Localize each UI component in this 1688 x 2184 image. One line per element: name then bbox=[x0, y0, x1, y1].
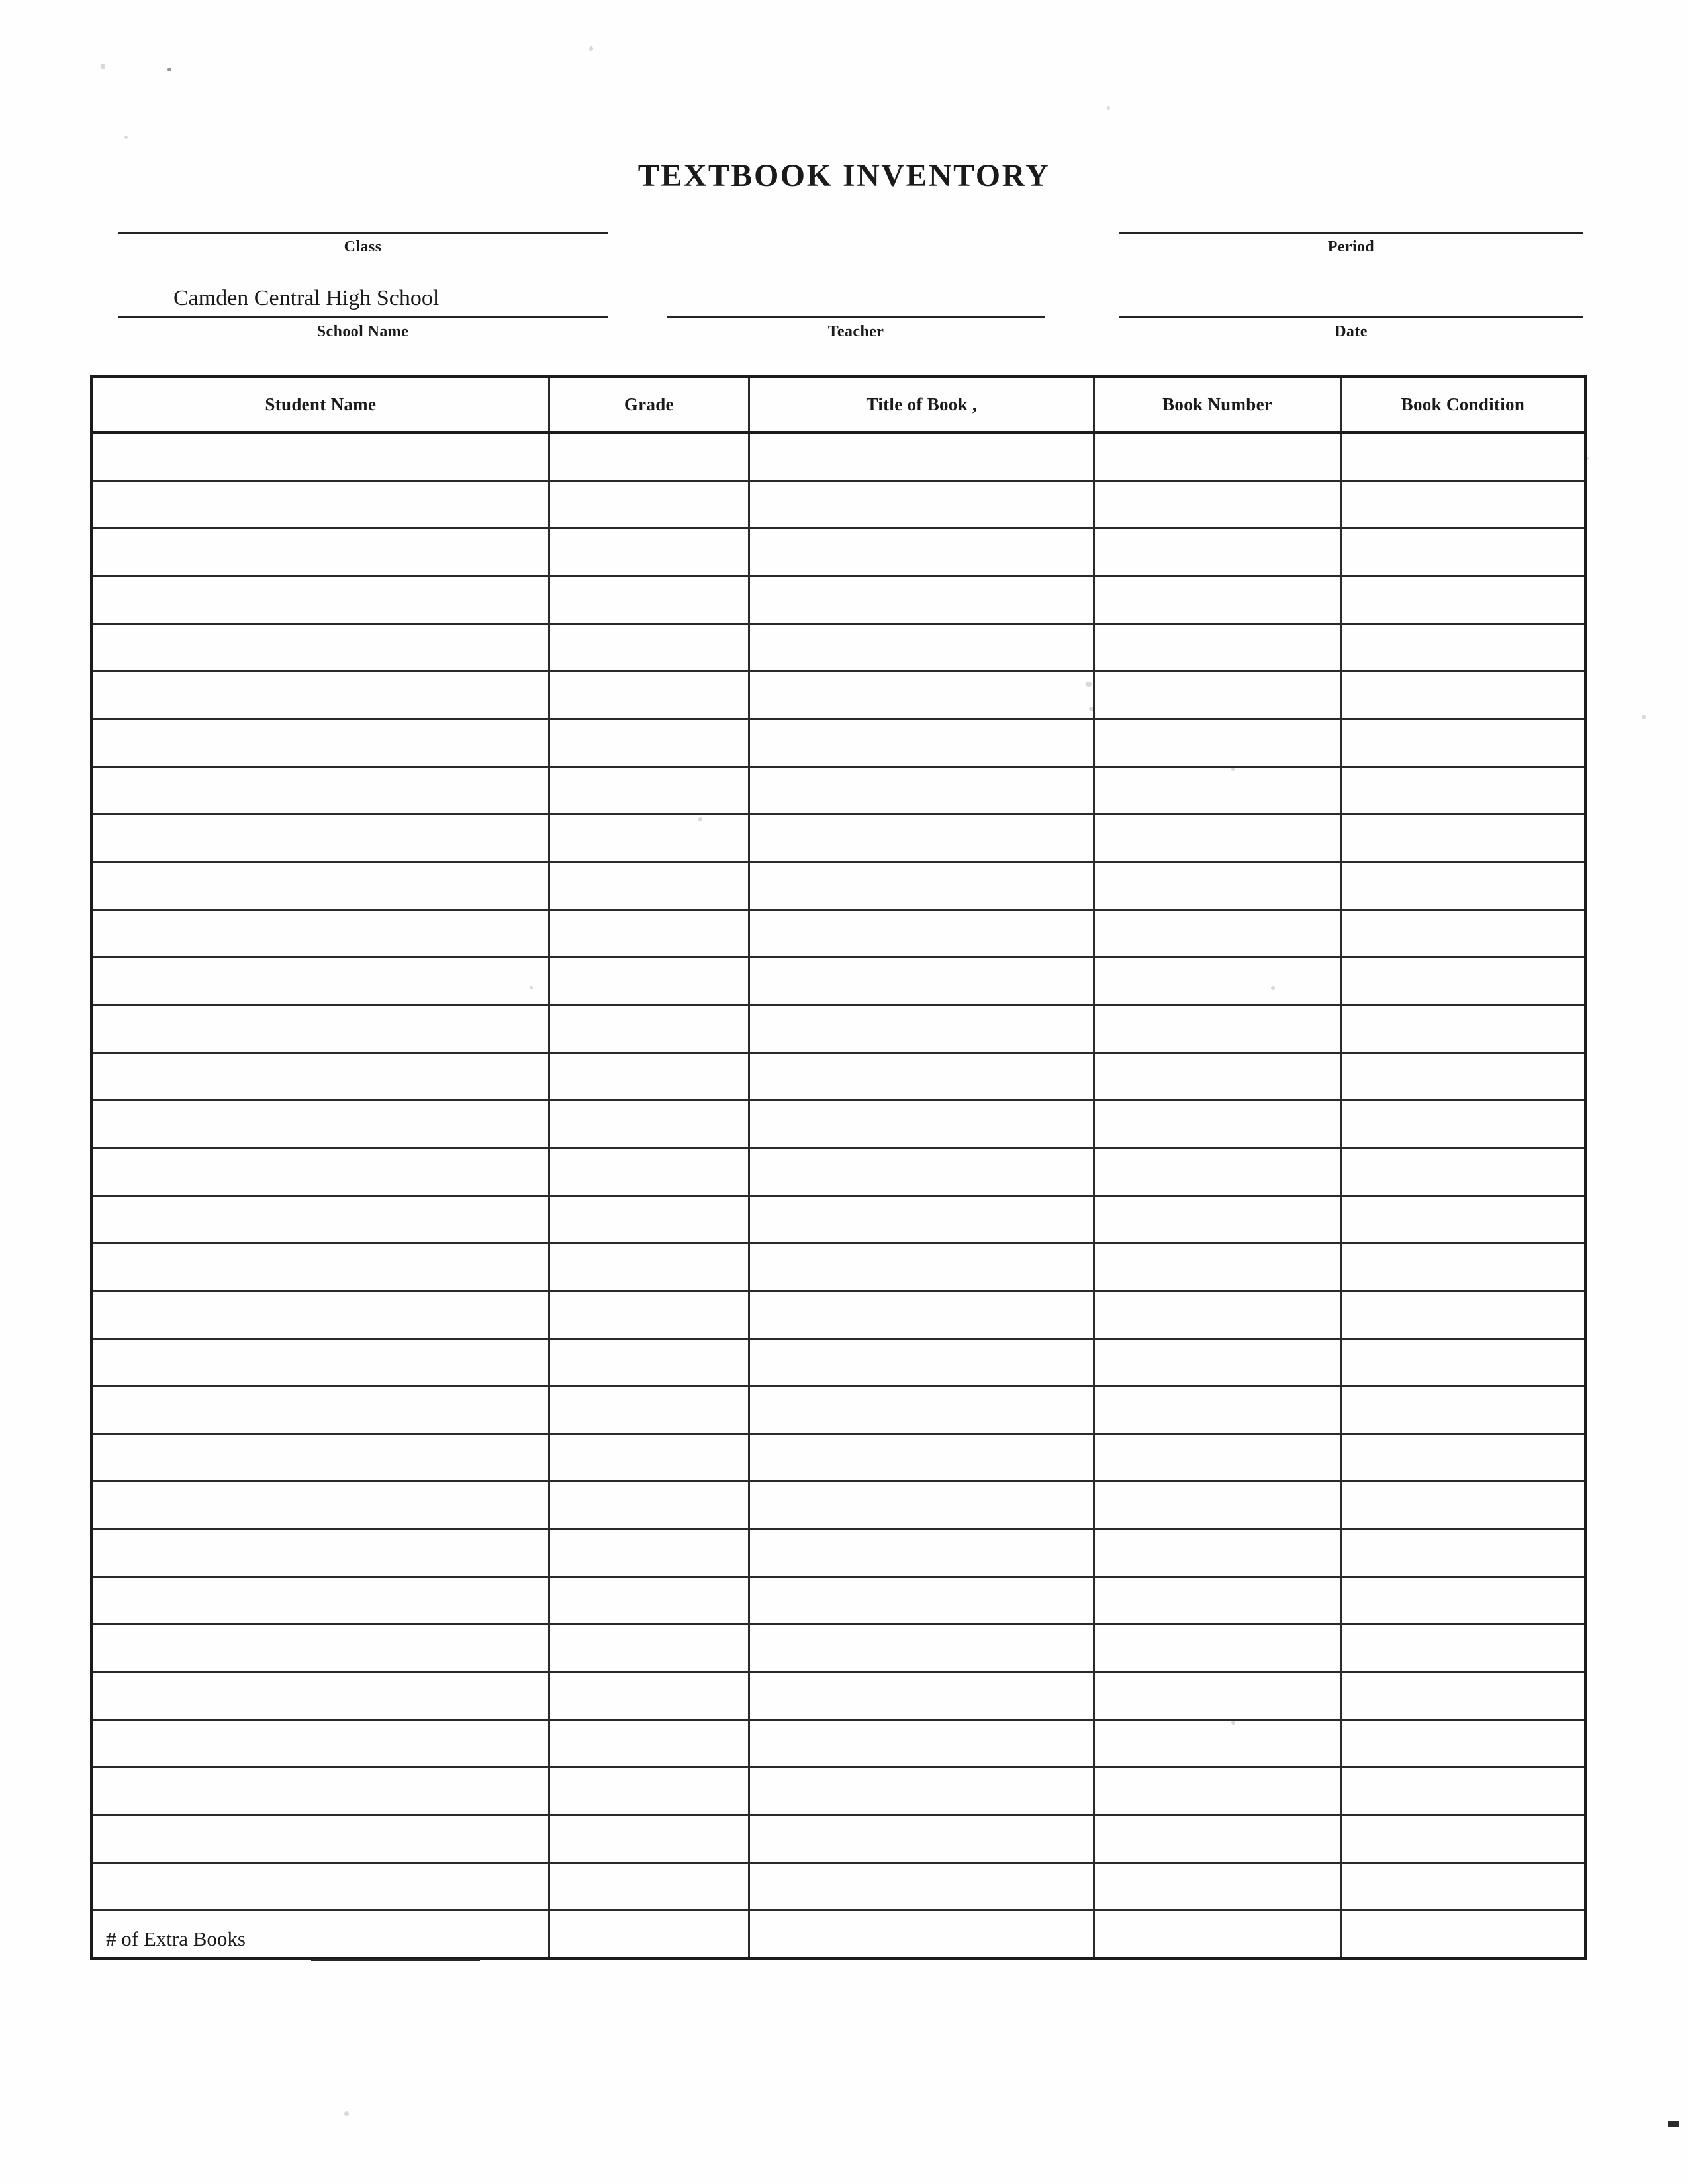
table-cell[interactable] bbox=[749, 1434, 1094, 1482]
table-cell[interactable] bbox=[1340, 1196, 1585, 1244]
table-cell[interactable] bbox=[1094, 1863, 1340, 1911]
page-title: TEXTBOOK INVENTORY bbox=[637, 158, 1051, 193]
table-cell[interactable] bbox=[749, 1291, 1094, 1339]
table-cell[interactable] bbox=[749, 1244, 1094, 1291]
table-row bbox=[92, 1672, 1586, 1720]
table-cell[interactable] bbox=[92, 719, 549, 767]
class-caption: Class bbox=[344, 238, 382, 255]
table-cell[interactable] bbox=[1340, 767, 1585, 815]
table-cell[interactable] bbox=[92, 815, 549, 862]
table-cell[interactable] bbox=[92, 1577, 549, 1625]
table-cell[interactable] bbox=[92, 1291, 549, 1339]
table-cell[interactable] bbox=[749, 624, 1094, 672]
table-cell[interactable] bbox=[1340, 958, 1585, 1005]
table-cell[interactable] bbox=[549, 958, 749, 1005]
table-cell[interactable] bbox=[1094, 1339, 1340, 1387]
table-cell[interactable] bbox=[749, 1101, 1094, 1148]
extra-books-rule bbox=[311, 1959, 480, 1961]
table-cell[interactable] bbox=[1094, 1815, 1340, 1863]
table-cell[interactable] bbox=[92, 1434, 549, 1482]
table-cell[interactable] bbox=[1340, 1911, 1585, 1959]
table-cell[interactable] bbox=[92, 1148, 549, 1196]
table-cell[interactable] bbox=[92, 529, 549, 576]
table-cell[interactable] bbox=[1340, 719, 1585, 767]
table-cell[interactable] bbox=[1340, 1291, 1585, 1339]
table-row bbox=[92, 1720, 1586, 1768]
table-cell[interactable] bbox=[1094, 1244, 1340, 1291]
table-cell[interactable] bbox=[749, 1768, 1094, 1815]
table-row bbox=[92, 1863, 1586, 1911]
table-cell[interactable] bbox=[92, 672, 549, 719]
table-cell[interactable] bbox=[1094, 1482, 1340, 1529]
table-row bbox=[92, 910, 1586, 958]
table-cell[interactable] bbox=[749, 862, 1094, 910]
table-row bbox=[92, 1482, 1586, 1529]
table-row bbox=[92, 672, 1586, 719]
table-cell[interactable] bbox=[1094, 1625, 1340, 1672]
table-cell[interactable] bbox=[1340, 1148, 1585, 1196]
table-cell[interactable] bbox=[1094, 1577, 1340, 1625]
scan-speck bbox=[124, 136, 128, 139]
table-cell[interactable] bbox=[549, 576, 749, 624]
table-cell[interactable] bbox=[1094, 672, 1340, 719]
table-row bbox=[92, 481, 1586, 529]
table-cell[interactable] bbox=[92, 576, 549, 624]
teacher-caption: Teacher bbox=[827, 323, 884, 340]
table-cell[interactable] bbox=[1340, 1863, 1585, 1911]
scan-speck bbox=[1107, 106, 1110, 110]
school-name-caption: School Name bbox=[316, 323, 409, 340]
table-cell[interactable] bbox=[749, 1482, 1094, 1529]
table-cell[interactable] bbox=[92, 1101, 549, 1148]
table-cell[interactable] bbox=[549, 1196, 749, 1244]
table-row bbox=[92, 1387, 1586, 1434]
table-cell[interactable] bbox=[92, 1053, 549, 1101]
table-cell[interactable] bbox=[92, 1529, 549, 1577]
table-cell[interactable] bbox=[749, 1005, 1094, 1053]
table-cell[interactable] bbox=[749, 1625, 1094, 1672]
table-cell[interactable] bbox=[549, 1720, 749, 1768]
table-cell[interactable] bbox=[1340, 815, 1585, 862]
column-header-0: Student Name bbox=[92, 377, 549, 433]
table-cell[interactable] bbox=[92, 481, 549, 529]
table-cell[interactable] bbox=[549, 1244, 749, 1291]
table-header-row bbox=[92, 377, 1586, 433]
date-rule bbox=[1119, 316, 1583, 318]
table-cell[interactable] bbox=[1094, 1148, 1340, 1196]
table-cell[interactable] bbox=[1094, 529, 1340, 576]
table-cell[interactable] bbox=[1340, 1434, 1585, 1482]
table-row bbox=[92, 1577, 1586, 1625]
teacher-rule bbox=[667, 316, 1045, 318]
extra-books-label: # of Extra Books bbox=[106, 1927, 246, 1950]
table-cell[interactable] bbox=[1340, 910, 1585, 958]
table-cell[interactable] bbox=[549, 862, 749, 910]
table-cell[interactable] bbox=[549, 672, 749, 719]
table-row bbox=[92, 719, 1586, 767]
table-cell[interactable] bbox=[1094, 1672, 1340, 1720]
table-cell[interactable] bbox=[549, 624, 749, 672]
table-cell[interactable] bbox=[1340, 576, 1585, 624]
table-cell[interactable] bbox=[1340, 1244, 1585, 1291]
table-cell[interactable] bbox=[1094, 1291, 1340, 1339]
column-header-4: Book Condition bbox=[1340, 377, 1585, 433]
date-caption: Date bbox=[1335, 323, 1368, 340]
table-cell[interactable] bbox=[1094, 1434, 1340, 1482]
table-cell[interactable] bbox=[92, 1196, 549, 1244]
table-cell[interactable] bbox=[549, 815, 749, 862]
table-row bbox=[92, 529, 1586, 576]
table-cell[interactable] bbox=[1340, 1482, 1585, 1529]
table-cell[interactable] bbox=[749, 672, 1094, 719]
table-cell[interactable] bbox=[92, 624, 549, 672]
table-cell[interactable] bbox=[749, 767, 1094, 815]
column-header-2: Title of Book , bbox=[749, 377, 1094, 433]
table-cell[interactable] bbox=[1340, 1577, 1585, 1625]
table-cell[interactable] bbox=[1094, 1101, 1340, 1148]
table-cell[interactable] bbox=[1094, 719, 1340, 767]
table-cell[interactable] bbox=[1094, 433, 1340, 481]
period-rule bbox=[1119, 232, 1583, 234]
table-cell[interactable] bbox=[92, 862, 549, 910]
class-rule bbox=[118, 232, 608, 234]
table-cell[interactable] bbox=[1340, 1101, 1585, 1148]
school-name-value[interactable]: Camden Central High School bbox=[173, 286, 440, 310]
table-row bbox=[92, 1148, 1586, 1196]
table-cell[interactable] bbox=[749, 1053, 1094, 1101]
table-cell[interactable] bbox=[549, 1291, 749, 1339]
inventory-table bbox=[90, 375, 1587, 1960]
table-cell[interactable] bbox=[1094, 1911, 1340, 1959]
table-cell[interactable] bbox=[549, 719, 749, 767]
table-cell[interactable] bbox=[749, 958, 1094, 1005]
table-cell[interactable] bbox=[92, 910, 549, 958]
table-row bbox=[92, 815, 1586, 862]
table-cell[interactable] bbox=[1340, 529, 1585, 576]
scan-speck bbox=[1642, 715, 1646, 719]
table-cell[interactable] bbox=[1094, 1529, 1340, 1577]
table-cell[interactable] bbox=[749, 481, 1094, 529]
table-cell[interactable] bbox=[549, 767, 749, 815]
table-cell[interactable] bbox=[549, 1101, 749, 1148]
table-cell[interactable] bbox=[749, 815, 1094, 862]
table-cell[interactable] bbox=[1094, 576, 1340, 624]
table-cell[interactable] bbox=[549, 1815, 749, 1863]
table-cell[interactable] bbox=[749, 1339, 1094, 1387]
table-cell[interactable] bbox=[549, 1577, 749, 1625]
table-cell[interactable] bbox=[749, 1577, 1094, 1625]
table-cell[interactable] bbox=[1340, 1672, 1585, 1720]
column-header-3: Book Number bbox=[1094, 377, 1340, 433]
table-cell[interactable] bbox=[749, 1148, 1094, 1196]
column-header-1: Grade bbox=[549, 377, 749, 433]
table-cell[interactable] bbox=[749, 1911, 1094, 1959]
table-cell[interactable] bbox=[749, 1529, 1094, 1577]
table-cell[interactable] bbox=[549, 1482, 749, 1529]
scan-speck bbox=[101, 64, 105, 69]
table-cell[interactable] bbox=[549, 1529, 749, 1577]
table-cell[interactable] bbox=[749, 1672, 1094, 1720]
table-cell[interactable] bbox=[92, 767, 549, 815]
table-row bbox=[92, 1768, 1586, 1815]
table-cell[interactable] bbox=[92, 1625, 549, 1672]
table-cell[interactable] bbox=[749, 1863, 1094, 1911]
table-cell[interactable] bbox=[1340, 1387, 1585, 1434]
table-cell[interactable] bbox=[749, 719, 1094, 767]
table-row bbox=[92, 1005, 1586, 1053]
table-row bbox=[92, 1911, 1586, 1959]
table-row bbox=[92, 1625, 1586, 1672]
table-row bbox=[92, 576, 1586, 624]
scan-corner-artifact bbox=[1668, 2121, 1679, 2127]
table-cell[interactable] bbox=[549, 1053, 749, 1101]
table-cell[interactable] bbox=[1094, 624, 1340, 672]
table-row bbox=[92, 1196, 1586, 1244]
table-cell[interactable] bbox=[749, 1196, 1094, 1244]
table-cell[interactable] bbox=[549, 1005, 749, 1053]
table-row bbox=[92, 624, 1586, 672]
table-cell[interactable] bbox=[549, 1768, 749, 1815]
table-cell[interactable] bbox=[92, 1815, 549, 1863]
table-cell[interactable] bbox=[1340, 1005, 1585, 1053]
table-cell[interactable] bbox=[1094, 958, 1340, 1005]
scan-speck bbox=[344, 2111, 349, 2116]
table-row bbox=[92, 1434, 1586, 1482]
table-cell[interactable] bbox=[1340, 624, 1585, 672]
table-cell[interactable] bbox=[92, 1005, 549, 1053]
table-cell[interactable] bbox=[92, 1863, 549, 1911]
table-cell[interactable] bbox=[1340, 1720, 1585, 1768]
table-cell[interactable] bbox=[92, 1244, 549, 1291]
table-cell[interactable] bbox=[549, 910, 749, 958]
table-row bbox=[92, 1053, 1586, 1101]
school-name-rule bbox=[118, 316, 608, 318]
table-cell[interactable] bbox=[749, 576, 1094, 624]
table-cell[interactable] bbox=[749, 1720, 1094, 1768]
table-cell[interactable] bbox=[549, 1863, 749, 1911]
table-cell[interactable] bbox=[1340, 1053, 1585, 1101]
table-cell[interactable] bbox=[92, 1387, 549, 1434]
table-cell[interactable] bbox=[749, 1387, 1094, 1434]
scan-speck bbox=[167, 68, 171, 71]
table-cell[interactable] bbox=[1094, 1005, 1340, 1053]
table-cell[interactable] bbox=[1340, 1625, 1585, 1672]
table-cell[interactable] bbox=[92, 1768, 549, 1815]
table-cell[interactable] bbox=[92, 958, 549, 1005]
table-cell[interactable] bbox=[1094, 1053, 1340, 1101]
table-cell[interactable] bbox=[549, 1434, 749, 1482]
table-cell[interactable] bbox=[749, 1815, 1094, 1863]
table-row bbox=[92, 1339, 1586, 1387]
table-cell[interactable] bbox=[1094, 1768, 1340, 1815]
table-row bbox=[92, 1529, 1586, 1577]
table-cell[interactable] bbox=[1094, 481, 1340, 529]
period-caption: Period bbox=[1327, 238, 1375, 255]
table-cell[interactable] bbox=[549, 1911, 749, 1959]
table-cell[interactable] bbox=[1094, 1387, 1340, 1434]
table-row bbox=[92, 958, 1586, 1005]
table-cell[interactable] bbox=[92, 1339, 549, 1387]
table-cell[interactable] bbox=[549, 1625, 749, 1672]
table-cell[interactable] bbox=[1094, 1720, 1340, 1768]
table-cell[interactable] bbox=[549, 1672, 749, 1720]
table-cell[interactable] bbox=[1340, 1768, 1585, 1815]
table-row bbox=[92, 1291, 1586, 1339]
scan-speck bbox=[589, 46, 593, 51]
table-cell[interactable] bbox=[549, 1387, 749, 1434]
table-cell[interactable] bbox=[1340, 1815, 1585, 1863]
table-cell[interactable] bbox=[1340, 433, 1585, 481]
table-cell[interactable] bbox=[1094, 767, 1340, 815]
table-cell[interactable] bbox=[749, 910, 1094, 958]
table-cell[interactable] bbox=[749, 433, 1094, 481]
table-cell[interactable] bbox=[1340, 1339, 1585, 1387]
table-cell[interactable] bbox=[1094, 862, 1340, 910]
table-cell[interactable] bbox=[749, 529, 1094, 576]
table-cell[interactable] bbox=[92, 1720, 549, 1768]
table-cell[interactable] bbox=[549, 1339, 749, 1387]
table-row bbox=[92, 1101, 1586, 1148]
table-row bbox=[92, 862, 1586, 910]
table-cell[interactable] bbox=[92, 1672, 549, 1720]
table-cell[interactable] bbox=[549, 433, 749, 481]
table-row bbox=[92, 433, 1586, 481]
table-cell[interactable] bbox=[549, 529, 749, 576]
table-cell[interactable] bbox=[549, 1148, 749, 1196]
table-cell[interactable] bbox=[92, 1482, 549, 1529]
table-cell[interactable] bbox=[1094, 1196, 1340, 1244]
table-row bbox=[92, 767, 1586, 815]
table-cell[interactable] bbox=[1094, 910, 1340, 958]
table-cell[interactable] bbox=[1340, 1529, 1585, 1577]
table-cell[interactable] bbox=[92, 433, 549, 481]
table-cell[interactable] bbox=[1340, 672, 1585, 719]
table-row bbox=[92, 1244, 1586, 1291]
table-row bbox=[92, 1815, 1586, 1863]
table-cell[interactable] bbox=[1340, 862, 1585, 910]
table-cell[interactable] bbox=[1094, 815, 1340, 862]
table-cell[interactable] bbox=[549, 481, 749, 529]
table-cell[interactable] bbox=[1340, 481, 1585, 529]
